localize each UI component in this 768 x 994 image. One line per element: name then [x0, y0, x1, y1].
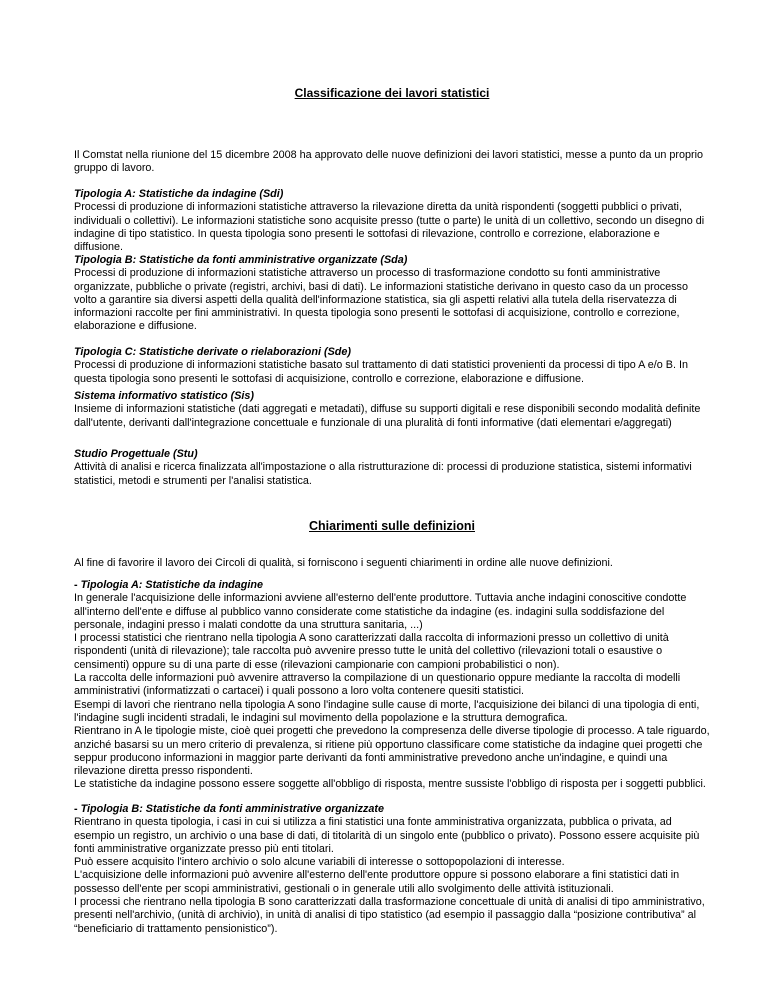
page-title: Classificazione dei lavori statistici	[294, 86, 490, 100]
definition-a	[74, 188, 710, 254]
definition-heading: Tipologia A: Statistiche da indagine (Sdi)	[74, 188, 284, 200]
definition-heading: Sistema informativo statistico (Sis)	[74, 390, 254, 402]
dash: -	[74, 579, 81, 591]
definition-body: Processi di produzione di informazioni statistiche basato sul trattamento di dati statistici provenienti da processi di tipo A e/o B. In questa tipologia sono presenti le sottofasi di acquisizione, controllo e correzione, elaborazione e diffusione.	[74, 359, 688, 385]
clarification-paragraph: Le statistiche da indagine possono essere soggette all'obbligo di risposta, mentre sussiste l'obbligo di risposta per i soggetti pubblici.	[74, 778, 706, 791]
definition-c	[74, 346, 710, 386]
definition-heading: Studio Progettuale (Stu)	[74, 448, 198, 460]
definition-body: Attività di analisi e ricerca finalizzata all'impostazione o alla ristrutturazione di: processi di produzione statistica, sistemi informativi statistici, metodi e strumenti per l'analisi statistica.	[74, 461, 692, 487]
intro-text: Il Comstat nella riunione del 15 dicembre 2008 ha approvato delle nuove definizioni dei lavori statistici, messe a punto da un proprio gruppo di lavoro.	[74, 149, 703, 175]
intro-paragraph	[74, 149, 710, 176]
clarification-paragraph: Esempi di lavori che rientrano nella tipologia A sono l'indagine sulle cause di morte, l'acquisizione dei bilanci di una tipologia di enti, l'indagine sugli incidenti stradali, le indagini sul movimento della popolazione e la struttura demografica.	[74, 698, 700, 724]
definition-body: Insieme di informazioni statistiche (dati aggregati e metadati), diffuse su supporti digitali e rese disponibili secondo modalità definite dall'utente, derivanti dall'integrazione concettuale e funzionale di una pluralità di fonti informative (dati elementari e/aggregati)	[74, 403, 701, 429]
clarification-paragraph: Può essere acquisito l'intero archivio o solo alcune variabili di interesse o sottopopolazioni di interesse.	[74, 856, 565, 869]
clarification-paragraph: Rientrano in A le tipologie miste, cioè quei progetti che prevedono la compresenza delle diverse tipologie di processo. A tale riguardo, anziché basarsi su un mero criterio di prevalenza, si ritiene più opportuno classificare come statistiche da indagine quei progetti che seppur producono informazioni in maggior parte derivanti da fonti amministrative prevedono anche un'indagine, e quindi una rilevazione diretta presso rispondenti.	[74, 725, 710, 778]
section-title: Chiarimenti sulle definizioni	[309, 519, 475, 533]
dash: -	[74, 803, 81, 815]
definition-body: Processi di produzione di informazioni statistiche attraverso un processo di trasformazione condotto su fonti amministrative organizzate, pubbliche o private (registri, archivi, basi di dati). Le informazioni statistiche derivano in questo caso da un processo volto a garantire sia diversi aspetti della qualità dell'informazione statistica, sia gli aspetti relativi alla tutela della riservatezza di informazioni raccolte per fini amministrativi. In questa tipologia sono presenti le sottofasi di acquisizione, controllo e correzione, elaborazione e diffusione.	[74, 267, 688, 333]
clarification-heading-text: Tipologia B: Statistiche da fonti amministrative organizzate	[80, 803, 384, 815]
clarification-paragraph: I processi statistici che rientrano nella tipologia A sono caratterizzati dalla raccolta di informazioni presso un collettivo di unità rispondenti (unità di rilevazione); tale raccolta può avvenire presso tutte le unità del collettivo (rilevazioni totali o esaustive o censimenti) oppure su di una parte di esse (rilevazioni campionarie con campioni probabilistici o non).	[74, 632, 669, 671]
clarification-paragraph: Rientrano in questa tipologia, i casi in cui si utilizza a fini statistici una fonte amministrativa organizzata, pubblica o privata, ad esempio un registro, un archivio o una base di dati, di titolarità di un singolo ente (pubblico o privato). Possono essere acquisite più fonti amministrative organizzate presso più enti titolari.	[74, 816, 700, 855]
clarification-b	[74, 803, 710, 936]
clarification-paragraph: La raccolta delle informazioni può avvenire attraverso la compilazione di un questionario oppure mediante la raccolta di modelli amministrativi (informatizzati o cartacei) i quali possono a loro volta contenere quesiti statistici.	[74, 672, 681, 698]
definition-stu	[74, 448, 710, 488]
clarification-a	[74, 579, 710, 792]
definition-body: Processi di produzione di informazioni statistiche attraverso la rilevazione diretta da unità rispondenti (soggetti pubblici o privati, individuali o collettivi). Le informazioni statistiche sono acquisite presso (tutte o parte) le unità di un collettivo, secondo un disegno di indagine di tipo statistico. In questa tipologia sono presenti le sottofasi di rilevazione, controllo e correzione, elaborazione e diffusione.	[74, 201, 705, 254]
definition-sis	[74, 390, 710, 430]
definition-b	[74, 254, 710, 334]
clarification-heading-text: Tipologia A: Statistiche da indagine	[80, 579, 263, 591]
clarifications-intro-text: Al fine di favorire il lavoro dei Circoli di qualità, si forniscono i seguenti chiarimenti in ordine alle nuove definizioni.	[74, 557, 613, 569]
clarification-paragraph: In generale l'acquisizione delle informazioni avviene all'esterno dell'ente produttore. Tuttavia anche indagini conoscitive condotte all'interno dell'ente e diffuse al pubblico vanno considerate come statistiche da indagine (es. indagini sulla soddisfazione del personale, indagini presso i malati condotte da una struttura sanitaria, ...)	[74, 592, 687, 631]
clarifications-intro	[74, 557, 710, 570]
clarification-heading	[74, 579, 710, 592]
clarification-paragraph: I processi che rientrano nella tipologia B sono caratterizzati dalla trasformazione concettuale di unità di analisi di tipo amministrativo, presenti nell'archivio, (unità di archivio), in unità di analisi di tipo statistico (ad esempio il passaggio dalla “posizione contributiva” al “beneficiario di trattamento pensionistico”).	[74, 896, 705, 935]
clarification-paragraph: L'acquisizione delle informazioni può avvenire all'esterno dell'ente produttore oppure si possono elaborare a fini statistici dati in possesso dell'ente per scopi amministrativi, gestionali o in generale utili allo svolgimento delle attività istituzionali.	[74, 869, 680, 895]
definition-heading: Tipologia B: Statistiche da fonti amministrative organizzate (Sda)	[74, 254, 408, 266]
clarification-heading	[74, 803, 710, 816]
definition-heading: Tipologia C: Statistiche derivate o rielaborazioni (Sde)	[74, 346, 351, 358]
